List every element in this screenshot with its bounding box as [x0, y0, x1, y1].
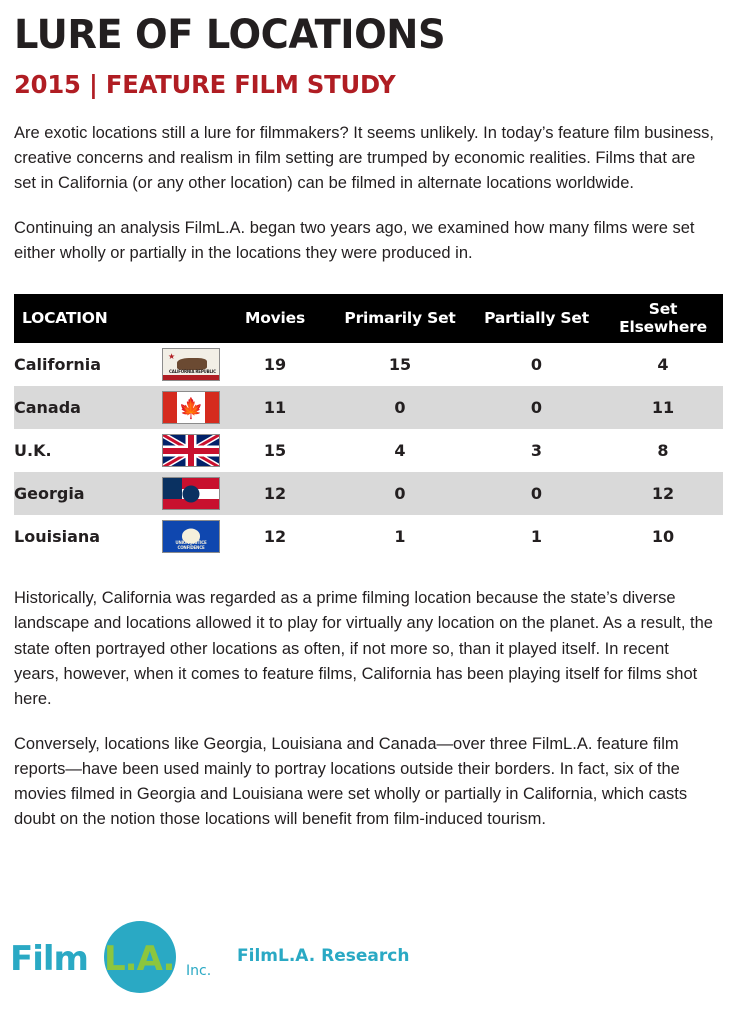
footer — [8, 921, 409, 993]
flag-united-kingdom-icon — [162, 434, 220, 467]
analysis-paragraph-california: Historically, California was regarded as a prime filming location because the state’s diverse landscape and locations allowed it to play for virtually any location on the planet. As a result, the state often portrayed other locations as often, if not more so, than it played itself. In recent years, however, when it comes to feature films, California has been playing itself for films shot here. — [14, 589, 713, 708]
cell-partially-set: 3 — [530, 441, 543, 461]
cell-location — [14, 386, 220, 429]
logo-film-text: Film — [10, 939, 88, 979]
table-row — [14, 515, 723, 558]
cell-movies: 12 — [220, 472, 330, 515]
cell-movies: 12 — [263, 527, 287, 547]
cell-movies: 19 — [263, 355, 287, 375]
cell-movies: 15 — [263, 441, 287, 461]
cell-primarily-set: 4 — [394, 441, 406, 461]
cell-partially-set: 0 — [470, 386, 603, 429]
cell-partially-set: 0 — [470, 472, 603, 515]
flag-canada-icon: 🍁 — [162, 391, 220, 424]
location-label: Canada — [14, 398, 81, 418]
cell-set-elsewhere: 10 — [651, 527, 675, 547]
cell-set-elsewhere: 12 — [603, 472, 723, 515]
cell-location — [14, 429, 220, 472]
column-header-partially-set: Partially Set — [470, 294, 603, 343]
column-header-set-elsewhere: Set Elsewhere — [603, 294, 723, 343]
column-header-location: LOCATION — [14, 294, 220, 343]
filmla-logo — [8, 921, 223, 993]
cell-partially-set: 1 — [530, 527, 543, 547]
cell-set-elsewhere: 8 — [657, 441, 669, 461]
cell-location — [14, 472, 220, 515]
cell-primarily-set: 15 — [388, 355, 412, 375]
locations-table-wrapper — [14, 294, 715, 558]
methodology-paragraph: Continuing an analysis FilmL.A. began two years ago, we examined how many films were set either wholly or partially in the locations they were produced in. — [14, 219, 695, 263]
flag-california-icon: ★ CALIFORNIA REPUBLIC — [162, 348, 220, 381]
analysis-paragraph-other-states: Conversely, locations like Georgia, Louisiana and Canada—over three FilmL.A. feature film reports—have been used mainly to portray locations outside their borders. In fact, six of the movies filmed in Georgia and Louisiana were set wholly or partially in California, which casts doubt on the notion those locations will benefit from film-induced tourism. — [14, 734, 688, 829]
location-label: U.K. — [14, 441, 52, 461]
location-label: Louisiana — [14, 527, 101, 547]
table-header-row — [14, 294, 723, 343]
logo-la-text: L.A. — [104, 939, 175, 979]
footer-label: FilmL.A. Research — [237, 946, 410, 966]
logo-inc-text: Inc. — [186, 963, 212, 979]
cell-primarily-set: 0 — [330, 472, 470, 515]
table-row — [14, 343, 723, 386]
table-row — [14, 386, 723, 429]
page-subtitle: 2015 | FEATURE FILM STUDY — [14, 70, 396, 99]
column-header-primarily-set: Primarily Set — [330, 294, 470, 343]
cell-set-elsewhere: 11 — [603, 386, 723, 429]
location-label: California — [14, 355, 102, 375]
table-row — [14, 472, 723, 515]
cell-partially-set: 0 — [530, 355, 543, 375]
flag-georgia-icon — [162, 477, 220, 510]
cell-primarily-set: 1 — [394, 527, 406, 547]
table-header — [14, 294, 723, 343]
cell-movies: 11 — [220, 386, 330, 429]
column-header-movies: Movies — [220, 294, 330, 343]
cell-location — [14, 515, 220, 558]
flag-louisiana-icon: UNION JUSTICE CONFIDENCE — [162, 520, 220, 553]
cell-set-elsewhere: 4 — [657, 355, 669, 375]
locations-table — [14, 294, 723, 558]
page-title: LURE OF LOCATIONS — [14, 12, 446, 58]
intro-paragraph: Are exotic locations still a lure for filmmakers? It seems unlikely. In today’s feature film business, creative concerns and realism in film setting are trumped by economic realities. Films that are set in California (or any other location) can be filmed in alternate locations worldwide. — [14, 124, 715, 193]
table-row — [14, 429, 723, 472]
location-label: Georgia — [14, 484, 85, 504]
table-body — [14, 343, 723, 558]
cell-primarily-set: 0 — [330, 386, 470, 429]
cell-location — [14, 343, 220, 386]
